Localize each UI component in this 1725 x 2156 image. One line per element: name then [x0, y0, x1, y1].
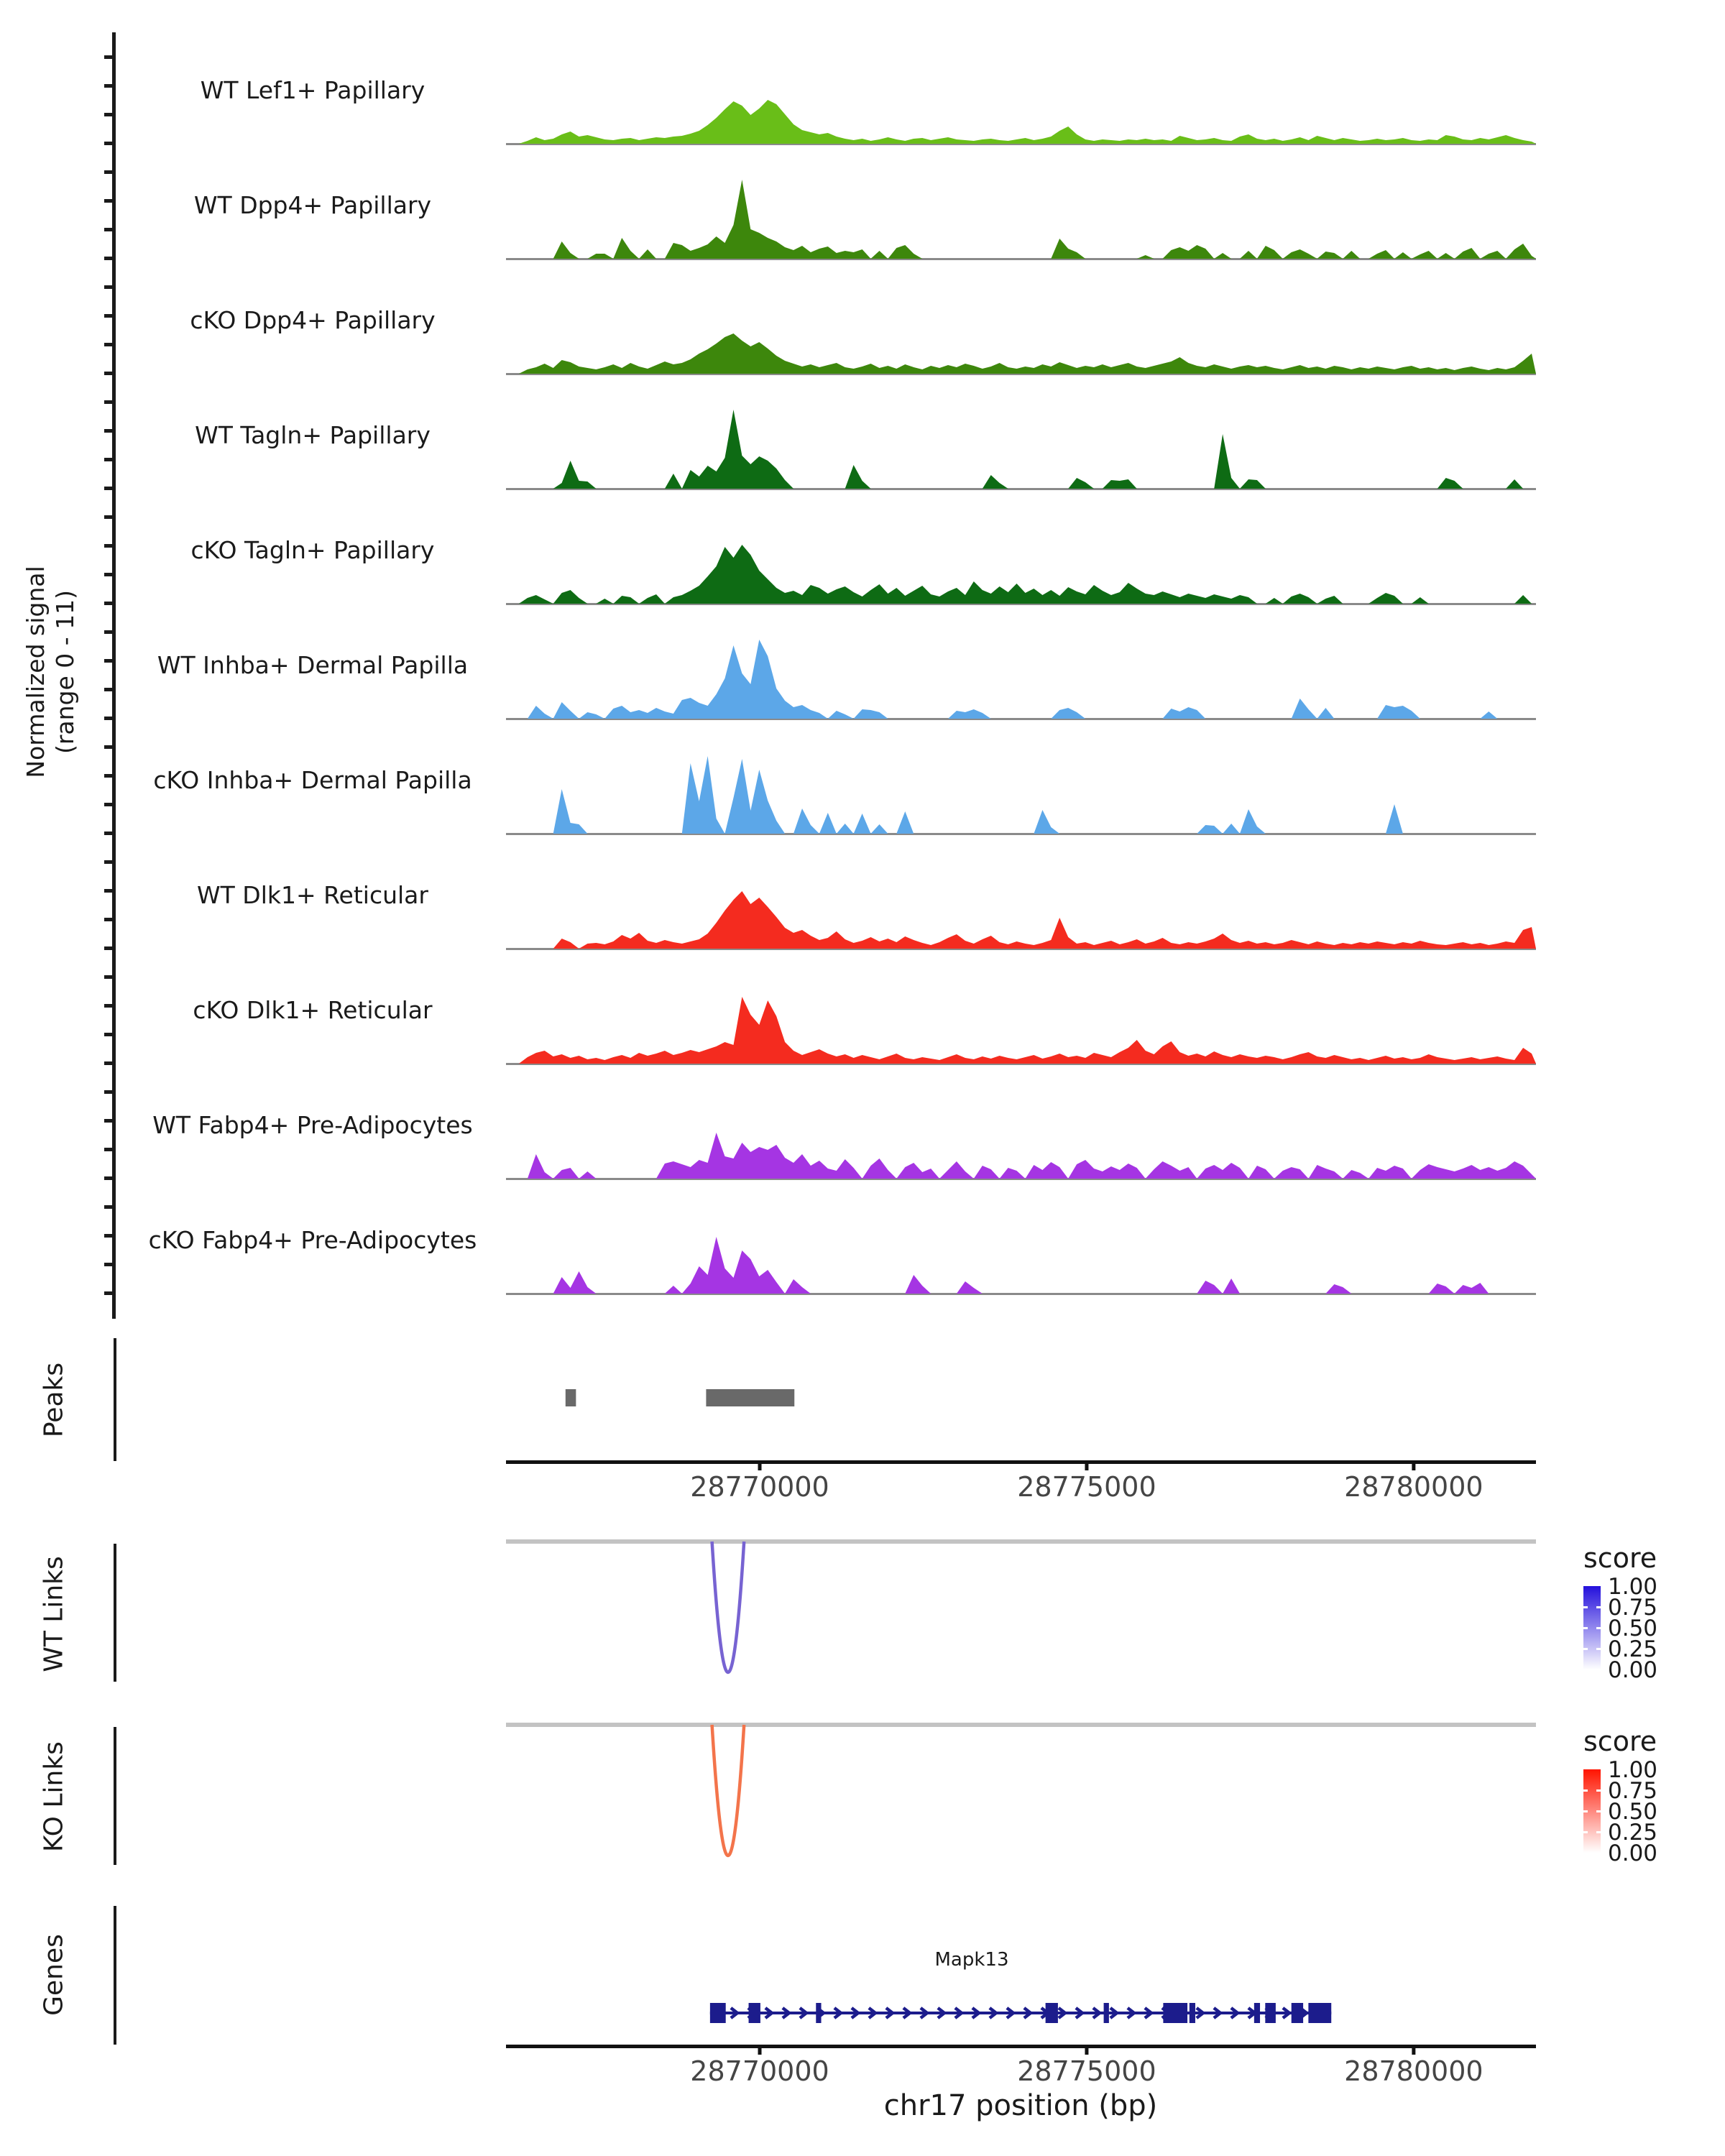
- coverage-y-axis-tick: [104, 1090, 114, 1094]
- legend-tick-label: 0.75: [1608, 1595, 1658, 1621]
- legend-tick-label: 0.50: [1608, 1799, 1658, 1825]
- track-label: WT Lef1+ Papillary: [200, 76, 426, 104]
- gene-exon: [1308, 2003, 1331, 2023]
- coverage-track-6: [506, 640, 1536, 720]
- gene-name-label: Mapk13: [934, 1949, 1009, 1971]
- x-axis-tick-label: 28770000: [690, 1471, 829, 1503]
- coverage-y-axis-tick: [104, 55, 114, 59]
- x-axis-tick-label: 28780000: [1344, 2055, 1484, 2087]
- x-axis-tick-label: 28775000: [1017, 1471, 1156, 1503]
- peak-interval: [566, 1389, 576, 1406]
- coverage-y-axis-tick: [104, 946, 114, 950]
- track-signal-area: [506, 1237, 1536, 1294]
- coverage-y-axis-tick: [104, 602, 114, 605]
- legend-tick-label: 1.00: [1608, 1574, 1658, 1600]
- track-label: cKO Dlk1+ Reticular: [193, 996, 433, 1024]
- coverage-y-axis-tick: [104, 343, 114, 346]
- coverage-track-10: [506, 1133, 1536, 1180]
- legend-bar-notch: [1596, 1831, 1601, 1833]
- coverage-track-4: [506, 410, 1536, 490]
- gene-exon: [710, 2003, 726, 2023]
- coverage-track-11: [506, 1237, 1536, 1295]
- track-label: WT Dlk1+ Reticular: [197, 881, 428, 909]
- coverage-y-axis-tick: [104, 659, 114, 663]
- links-baseline: [506, 1723, 1536, 1727]
- track-signal-area: [506, 180, 1536, 259]
- track-label: cKO Dpp4+ Papillary: [190, 306, 436, 334]
- coverage-y-axis-tick: [104, 257, 114, 260]
- coverage-y-axis-tick: [104, 889, 114, 893]
- gene-exon: [1254, 2003, 1260, 2023]
- legend-bar-notch: [1583, 1627, 1588, 1629]
- wt-links-legend-title: score: [1583, 1542, 1657, 1574]
- x-axis-title: chr17 position (bp): [883, 2089, 1158, 2122]
- x-axis-tick: [1085, 2048, 1088, 2055]
- genes-x-axis: [506, 2045, 1536, 2055]
- x-axis-tick: [758, 2048, 762, 2055]
- coverage-y-axis-tick: [104, 142, 114, 145]
- legend-tick-label: 1.00: [1608, 1757, 1658, 1783]
- x-axis-line: [506, 1460, 1536, 1464]
- gene-exon: [816, 2003, 821, 2023]
- y-axis-label: [21, 566, 80, 778]
- coverage-y-axis-tick: [104, 170, 114, 174]
- coverage-y-axis-tick: [104, 372, 114, 375]
- gene-exon: [1046, 2003, 1058, 2023]
- track-label: WT Dpp4+ Papillary: [193, 191, 432, 219]
- track-signal-area: [506, 100, 1536, 144]
- legend-bar-notch: [1583, 1831, 1588, 1833]
- link-arc: [712, 1542, 745, 1672]
- coverage-y-axis-tick: [104, 688, 114, 691]
- coverage-y-axis-tick: [104, 1119, 114, 1123]
- coverage-y-axis-tick: [104, 1148, 114, 1151]
- coverage-y-axis-tick: [104, 975, 114, 979]
- links-baseline: [506, 1539, 1536, 1544]
- coverage-track-2: [506, 180, 1536, 260]
- coverage-y-axis-tick: [104, 429, 114, 433]
- links-bracket: [114, 1544, 116, 1682]
- links-bracket: [114, 1727, 116, 1865]
- x-axis-line: [506, 2045, 1536, 2048]
- legend-bar-notch: [1596, 1648, 1601, 1650]
- track-signal-area: [506, 1133, 1536, 1179]
- coverage-y-axis-tick: [104, 1176, 114, 1180]
- x-axis-tick-label: 28775000: [1017, 2055, 1156, 2087]
- track-label: WT Inhba+ Dermal Papilla: [157, 651, 469, 679]
- track-label: cKO Fabp4+ Pre-Adipocytes: [148, 1226, 477, 1254]
- coverage-y-axis-tick: [104, 228, 114, 231]
- legend-bar-notch: [1596, 1789, 1601, 1792]
- legend-tick-label: 0.00: [1608, 1657, 1658, 1683]
- coverage-y-axis-tick: [104, 860, 114, 864]
- legend-bar-notch: [1583, 1648, 1588, 1650]
- coverage-y-axis-tick: [104, 1263, 114, 1266]
- coverage-y-axis-tick: [104, 630, 114, 634]
- coverage-y-axis-tick: [104, 717, 114, 720]
- peak-interval: [706, 1389, 794, 1406]
- coverage-y-axis-line: [112, 32, 116, 1319]
- legend-bar-notch: [1596, 1606, 1601, 1608]
- track-signal-area: [506, 545, 1536, 604]
- coverage-y-axis-tick: [104, 314, 114, 318]
- legend-tick-label: 0.25: [1608, 1636, 1658, 1662]
- peaks-bracket: [114, 1338, 116, 1461]
- coverage-track-7: [506, 756, 1536, 835]
- y-axis-label-line2: (range 0 - 11): [51, 589, 79, 755]
- coverage-track-8: [506, 891, 1536, 950]
- coverage-y-axis-tick: [104, 400, 114, 404]
- coverage-track-1: [506, 100, 1536, 145]
- x-axis-tick: [758, 1464, 762, 1470]
- coverage-y-axis-tick: [104, 1004, 114, 1008]
- legend-tick-label: 0.25: [1608, 1820, 1658, 1846]
- coverage-y-axis-tick: [104, 113, 114, 116]
- genes-bracket: [114, 1906, 116, 2045]
- x-axis-tick: [1412, 1464, 1415, 1470]
- genes-track: [114, 1906, 1331, 2045]
- coverage-y-axis-tick: [104, 774, 114, 778]
- coverage-y-axis-tick: [104, 544, 114, 548]
- coverage-y-axis-tick: [104, 1234, 114, 1238]
- coverage-y-axis-tick: [104, 1033, 114, 1036]
- track-signal-area: [506, 997, 1536, 1064]
- track-signal-area: [506, 640, 1536, 719]
- x-axis-tick-label: 28780000: [1344, 1471, 1484, 1503]
- coverage-track-5: [506, 545, 1536, 605]
- coverage-y-axis-tick: [104, 285, 114, 289]
- coverage-y-axis-tick: [104, 487, 114, 490]
- gene-exon: [1190, 2003, 1195, 2023]
- x-axis-tick-label: 28770000: [690, 2055, 829, 2087]
- gene-exon: [1265, 2003, 1276, 2023]
- coverage-y-axis-tick: [104, 1205, 114, 1209]
- legend-bar-notch: [1583, 1606, 1588, 1608]
- legend-tick-label: 0.00: [1608, 1841, 1658, 1866]
- y-axis-label-line1: Normalized signal: [21, 566, 50, 778]
- gene-exon: [1163, 2003, 1187, 2023]
- legend-bar-notch: [1583, 1810, 1588, 1812]
- x-axis-tick: [1085, 1464, 1088, 1470]
- wt-links-section-label: WT Links: [39, 1556, 69, 1672]
- ko-links-legend-title: score: [1583, 1726, 1657, 1757]
- track-baseline: [506, 833, 1536, 835]
- track-baseline: [506, 1293, 1536, 1295]
- track-baseline: [506, 488, 1536, 490]
- track-label: WT Fabp4+ Pre-Adipocytes: [152, 1111, 473, 1139]
- track-label: cKO Inhba+ Dermal Papilla: [153, 766, 472, 794]
- link-arc: [712, 1725, 745, 1856]
- track-label: WT Tagln+ Papillary: [195, 421, 431, 449]
- track-label: cKO Tagln+ Papillary: [190, 536, 435, 564]
- coverage-y-axis-tick: [104, 918, 114, 921]
- coverage-y-axis-tick: [104, 745, 114, 749]
- coverage-y-axis-tick: [104, 199, 114, 203]
- ko-links-track: [114, 1723, 1536, 1865]
- coverage-y-axis-tick: [104, 803, 114, 806]
- coverage-track-3: [506, 333, 1536, 375]
- coverage-y-axis-tick: [104, 573, 114, 576]
- legend-bar-notch: [1596, 1810, 1601, 1812]
- coverage-y-axis-tick: [104, 458, 114, 461]
- legend-tick-label: 0.50: [1608, 1616, 1658, 1641]
- peaks-track: [114, 1338, 794, 1461]
- legend-bar-notch: [1583, 1789, 1588, 1792]
- track-signal-area: [506, 333, 1536, 374]
- track-signal-area: [506, 756, 1536, 834]
- genes-section-label: Genes: [39, 1934, 69, 2016]
- coverage-y-axis-tick: [104, 84, 114, 88]
- coverage-y-axis-tick: [104, 831, 114, 835]
- legend-tick-label: 0.75: [1608, 1778, 1658, 1804]
- gene-exon: [1292, 2003, 1303, 2023]
- track-signal-area: [506, 891, 1536, 949]
- peaks-x-axis: [506, 1460, 1536, 1470]
- coverage-track-9: [506, 997, 1536, 1065]
- ko-links-section-label: KO Links: [39, 1741, 69, 1852]
- x-axis-tick: [1412, 2048, 1415, 2055]
- legend-bar-notch: [1596, 1627, 1601, 1629]
- coverage-y-axis-tick: [104, 515, 114, 519]
- wt-score-legend: [1583, 1586, 1601, 1669]
- coverage-y-axis-tick: [104, 1291, 114, 1295]
- track-signal-area: [506, 410, 1536, 489]
- peaks-section-label: Peaks: [39, 1362, 69, 1438]
- wt-links-track: [114, 1539, 1536, 1682]
- ko-score-legend: [1583, 1769, 1601, 1853]
- coverage-y-axis-tick: [104, 1061, 114, 1065]
- gene-exon: [749, 2003, 760, 2023]
- gene-exon: [1104, 2003, 1109, 2023]
